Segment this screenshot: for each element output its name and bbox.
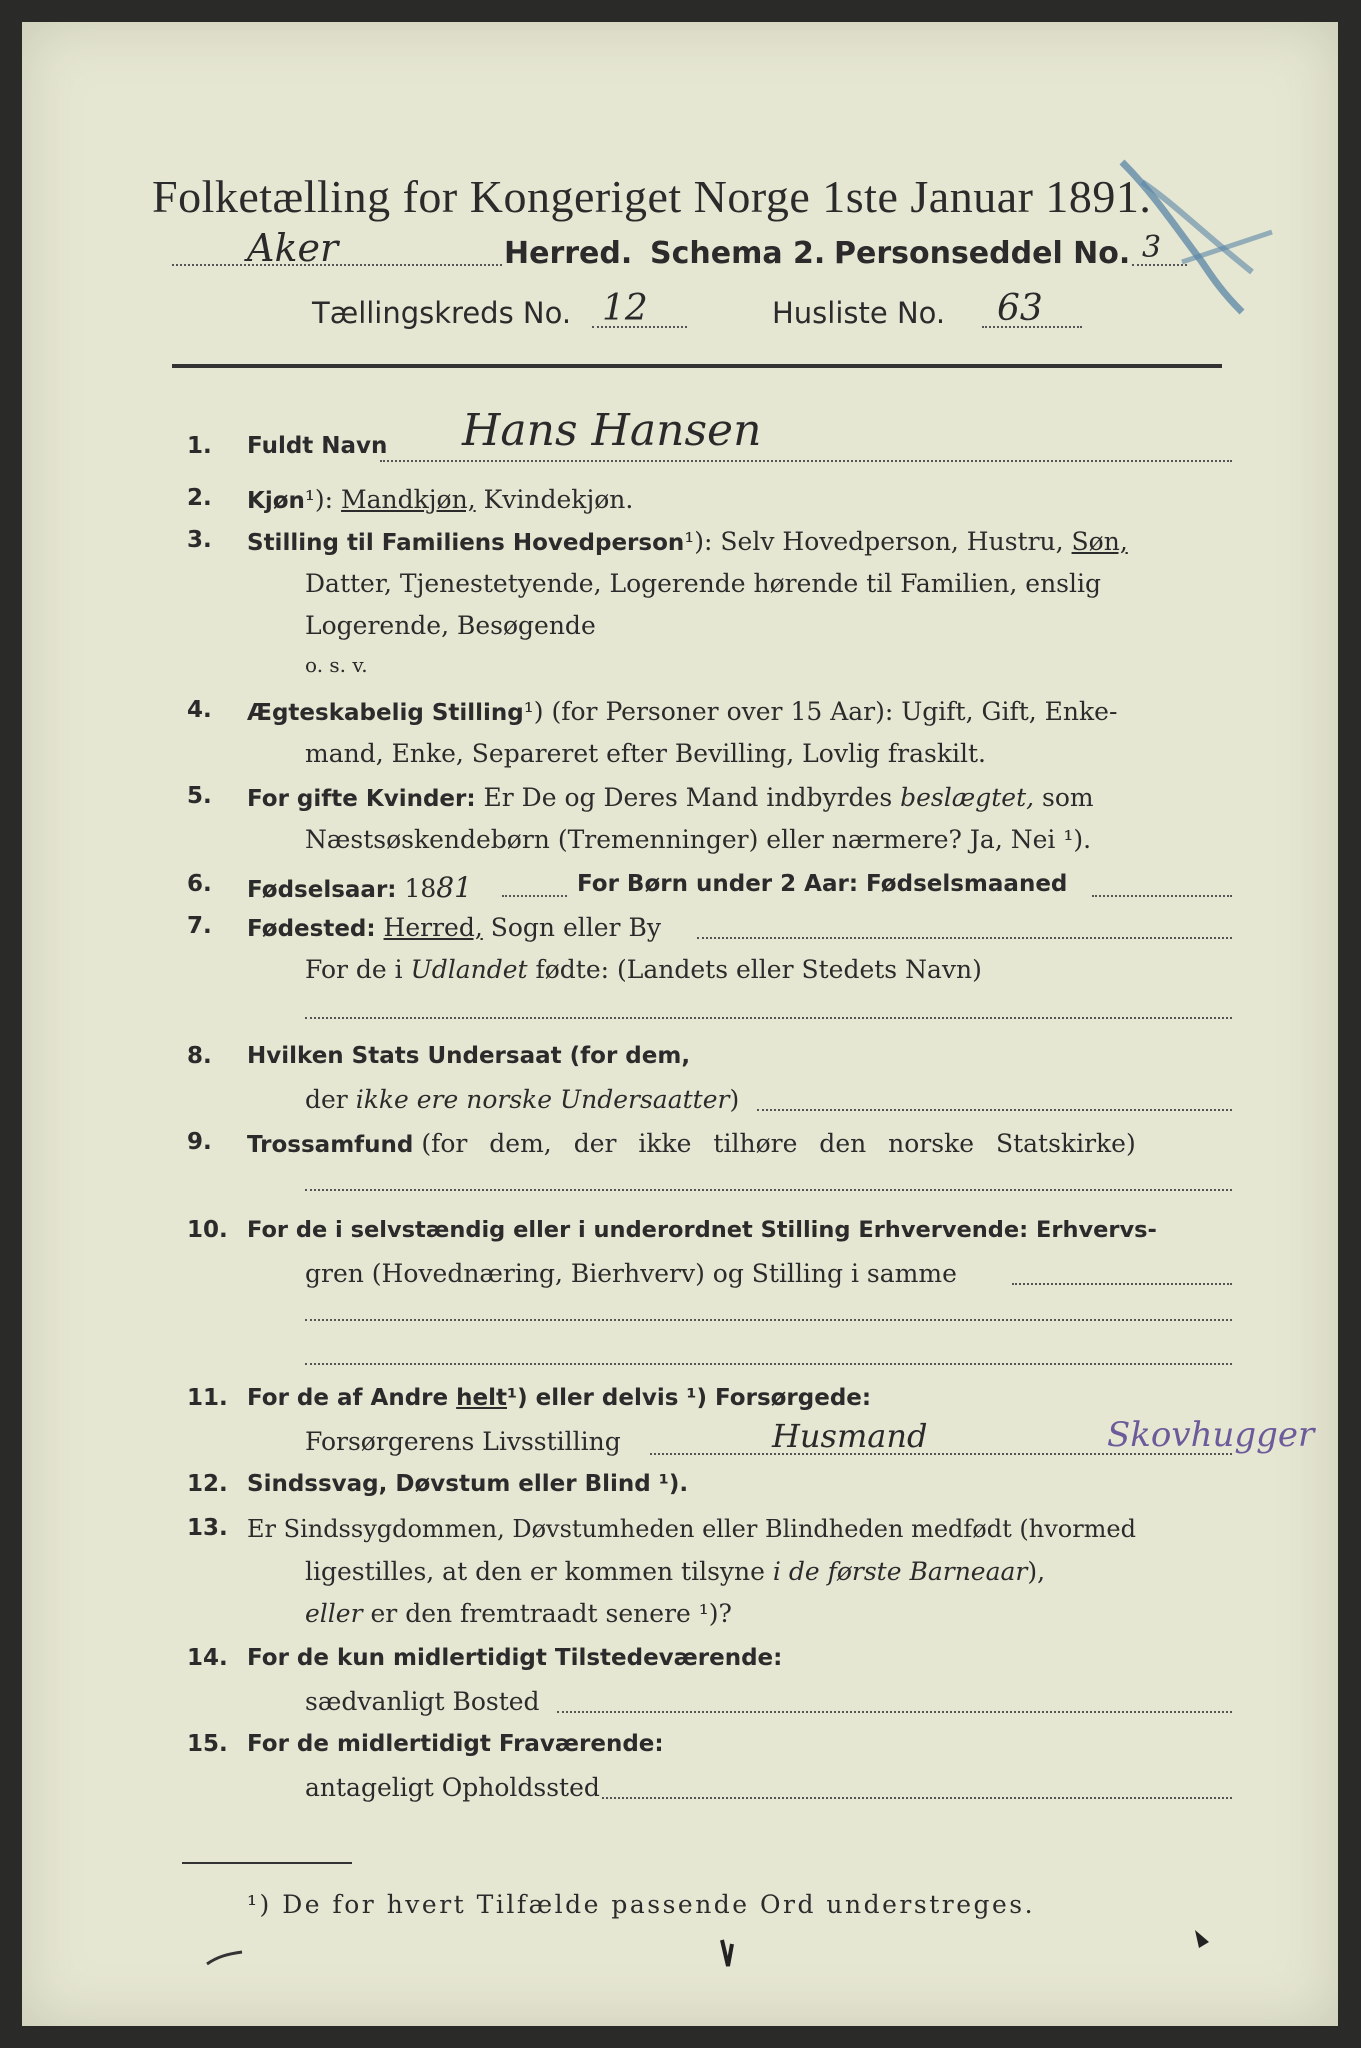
item-number: 5.	[187, 783, 212, 809]
question-text: ),	[1027, 1557, 1046, 1586]
footnote: ¹) De for hvert Tilfælde passende Ord understreges.	[247, 1890, 1036, 1919]
item-label: For de af Andre	[247, 1385, 449, 1411]
question-text: Udlandet	[410, 955, 528, 984]
footnote-ref: ¹):	[304, 485, 334, 514]
ink-mark-icon	[712, 1932, 742, 1972]
personseddel-value: 3	[1142, 230, 1162, 265]
question-text: eller	[305, 1599, 363, 1628]
question-text: gren (Hovednæring, Bierhverv) og Stilling i samme	[305, 1259, 957, 1288]
question-text: som	[1042, 783, 1094, 812]
item-number: 1.	[187, 433, 212, 459]
question-text: Er De og Deres Mand indbyrdes	[483, 783, 893, 812]
provider-occupation-value: Husmand	[772, 1417, 928, 1455]
item-number: 8.	[187, 1043, 212, 1069]
item-label: Trossamfund	[247, 1132, 414, 1158]
item-label: Hvilken Stats Undersaat (for dem,	[247, 1043, 691, 1069]
herred-label: Herred.	[504, 236, 633, 271]
fill-line	[305, 1363, 1232, 1365]
item-label: Kjøn	[247, 488, 305, 514]
item-number: 7.	[187, 913, 212, 939]
question-text: er den fremtraadt senere ¹)?	[370, 1599, 732, 1628]
question-text: For Børn under 2 Aar: Fødselsmaaned	[577, 871, 1068, 897]
question-text: For de i	[305, 955, 403, 984]
item-label: Fuldt Navn	[247, 433, 388, 459]
question-text: )	[729, 1085, 740, 1114]
question-text: ligestilles, at den er kommen tilsyne	[305, 1557, 765, 1586]
fill-line	[697, 937, 1232, 939]
question-text: fødte: (Landets eller Stedets Navn)	[535, 955, 982, 984]
taellingskreds-value: 12	[602, 288, 648, 329]
question-text: der	[305, 1085, 348, 1114]
birth-year-value: 81	[436, 871, 472, 904]
item-number: 14.	[187, 1645, 228, 1671]
item-number: 2.	[187, 485, 212, 511]
fill-line	[757, 1109, 1232, 1111]
item-number: 12.	[187, 1471, 228, 1497]
fill-line	[305, 1017, 1232, 1019]
full-name-value: Hans Hansen	[462, 405, 762, 456]
question-text: Næstsøskendebørn (Tremenninger) eller nærmere? Ja, Nei ¹).	[305, 825, 1092, 854]
options-text: mand, Enke, Separeret efter Bevilling, Lovlig fraskilt.	[305, 739, 986, 768]
question-text: antageligt Opholdssted	[305, 1773, 600, 1802]
herred-value: Aker	[247, 226, 339, 270]
personseddel-label: Personseddel No.	[834, 236, 1131, 271]
fill-line	[380, 460, 1232, 462]
question-text: i de første Barneaar	[772, 1557, 1028, 1586]
footnote-ref: ¹)	[523, 697, 544, 726]
husliste-value: 63	[997, 288, 1043, 329]
question-text: sædvanligt Bosted	[305, 1687, 540, 1716]
item-label: Sindssvag, Døvstum eller Blind ¹).	[247, 1471, 689, 1497]
item-label: For de midlertidigt Fraværende:	[247, 1731, 664, 1757]
question-text: beslægtet,	[900, 783, 1035, 812]
fill-line	[602, 1797, 1232, 1799]
fill-line	[305, 1319, 1232, 1321]
question-text: Forsørgerens Livsstilling	[305, 1427, 621, 1456]
census-form-sheet	[22, 22, 1338, 2026]
item-label: ¹) eller delvis ¹) Forsørgede:	[507, 1385, 872, 1411]
item-label: For gifte Kvinder:	[247, 786, 476, 812]
options-text: (for Personer over 15 Aar): Ugift, Gift, Enke-	[551, 697, 1118, 726]
item-number: 9.	[187, 1129, 212, 1155]
option-selected: helt	[456, 1385, 507, 1411]
item-number: 11.	[187, 1385, 228, 1411]
item-number: 6.	[187, 871, 212, 897]
item-label: Ægteskabelig Stilling	[247, 700, 524, 726]
item-number: 15.	[187, 1731, 228, 1757]
item-label: Fødested:	[247, 916, 376, 942]
options-text: o. s. v.	[305, 653, 368, 677]
header-line-herred	[172, 226, 1232, 278]
item-label: Stilling til Familiens Hovedperson	[247, 530, 685, 556]
fill-line	[1012, 1283, 1232, 1285]
fill-line	[502, 895, 567, 897]
footnote-ref: ¹):	[684, 527, 713, 556]
options-text: Sogn eller By	[490, 913, 661, 942]
options-text: Logerende, Besøgende	[305, 611, 596, 640]
header-rule	[172, 364, 1222, 368]
year-prefix: 18	[404, 874, 437, 903]
option-selected: Søn,	[1071, 527, 1128, 556]
ink-mark-icon	[1187, 1924, 1217, 1954]
item-number: 10.	[187, 1217, 228, 1243]
item-number: 3.	[187, 527, 212, 553]
question-text: ikke ere norske Undersaatter	[355, 1085, 730, 1114]
provider-occupation-annotation: Skovhugger	[1107, 1415, 1315, 1455]
options-text: Datter, Tjenestetyende, Logerende hørende til Familien, enslig	[305, 569, 1102, 598]
item-label: Fødselsaar:	[247, 877, 397, 903]
header-line-taellingskreds	[312, 288, 1132, 338]
item-label: For de kun midlertidigt Tilstedeværende:	[247, 1645, 783, 1671]
item-number: 4.	[187, 697, 212, 723]
option: Kvindekjøn.	[483, 485, 634, 514]
option-selected: Herred,	[383, 913, 483, 942]
item-label: For de i selvstændig eller i underordnet Stilling Erhvervende: Erhvervs-	[247, 1217, 1157, 1243]
fill-line	[1092, 895, 1232, 897]
options-text: Selv Hovedperson, Hustru,	[720, 527, 1064, 556]
husliste-label: Husliste No.	[772, 296, 946, 330]
item-number: 13.	[187, 1515, 228, 1541]
ink-mark-icon	[202, 1942, 262, 1972]
taellingskreds-label: Tællingskreds No.	[312, 296, 572, 330]
fill-line	[305, 1189, 1232, 1191]
fill-line	[557, 1711, 1232, 1713]
question-text: (for dem, der ikke tilhøre den norske Statskirke)	[421, 1129, 1136, 1158]
form-title: Folketælling for Kongeriget Norge 1ste Januar 1891.	[152, 171, 1152, 222]
footnote-rule	[182, 1862, 352, 1864]
option-selected: Mandkjøn,	[341, 485, 476, 514]
schema-label: Schema 2.	[650, 236, 826, 271]
item-label: Er Sindssygdommen, Døvstumheden eller Blindheden medfødt (hvormed	[247, 1515, 1136, 1543]
